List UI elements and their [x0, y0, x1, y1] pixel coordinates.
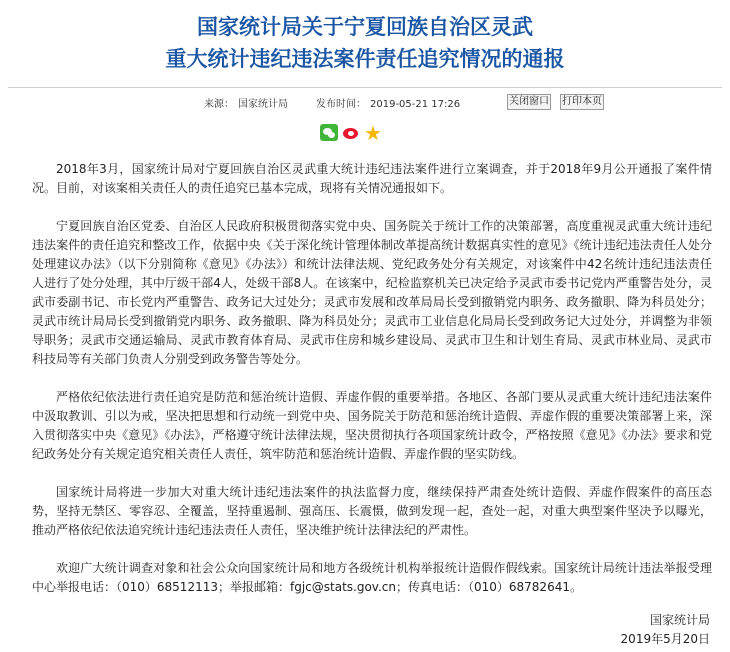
wechat-icon[interactable] [320, 124, 338, 141]
paragraph-3: 严格依纪依法进行责任追究是防范和惩治统计造假、弄虚作假的重要举措。各地区、各部门要从灵武重大统计违纪违法案件中汲取教训、引以为戒，坚决把思想和行动统一到党中央、国务院关于防范和惩治统计造假、弄虚作假的重要决策部署上来，深入贯彻落实中央《意见》《办法》，严格遵守统计法律法规，坚决贯彻执行各项国家统计政令，严格按照《意见》《办法》要求和党纪政务处分有关规定追究相关责任人责任，筑牢防范和惩治统计造假、弄虚作假的坚实防线。 [32, 390, 712, 461]
close-window-button[interactable]: 关闭窗口 [507, 94, 551, 110]
signature-date: 2019年5月20日 [620, 632, 710, 646]
date-value: 2019-05-21 17:26 [370, 99, 461, 110]
title-divider [8, 87, 722, 88]
print-page-button[interactable]: 打印本页 [560, 94, 604, 110]
paragraph-1: 2018年3月，国家统计局对宁夏回族自治区灵武重大统计违纪违法案件进行立案调查，并于2018年9月公开通报了案件情况。目前，对该案相关责任人的责任追究已基本完成，现将有关情况通报如下。 [32, 162, 712, 195]
source-label: 来源： [204, 99, 234, 110]
paragraph-2: 宁夏回族自治区党委、自治区人民政府积极贯彻落实党中央、国务院关于统计工作的决策部署，高度重视灵武重大统计违纪违法案件的责任追究和整改工作，依据中央《关于深化统计管理体制改革提高统计数据真实性的意见》《统计违纪违法责任人处分处理建议办法》（以下分别简称《意见》《办法》）和统计法律法规、党纪政务处分有关规定，对该案件中42名统计违纪违法责任人进行了处分处理，其中厅级干部4人，处级干部8人。在该案中，纪检监察机关已决定给予灵武市委书记党内严重警告处分，灵武市委副书记、市长党内严重警告、政务记大过处分；灵武市发展和改革局局长受到撤销党内职务、政务撤职、降为科员处分；灵武市统计局局长受到撤销党内职务、政务撤职、降为科员处分；灵武市工业信息化局局长受到政务记大过处分，并调整为非领导职务；灵武市交通运输局、灵武市教育体育局、灵武市住房和城乡建设局、灵武市卫生和计划生育局、灵武市林业局、灵武市科技局等有关部门负责人分别受到政务警告等处分。 [32, 219, 712, 366]
share-bar [320, 124, 382, 141]
signature-org: 国家统计局 [649, 613, 710, 627]
article-body [32, 160, 712, 616]
title-line-2: 重大统计违纪违法案件责任追究情况的通报 [165, 47, 565, 71]
title-line-1: 国家统计局关于宁夏回族自治区灵武 [197, 15, 533, 39]
paragraph-5: 欢迎广大统计调查对象和社会公众向国家统计局和地方各级统计机构举报统计造假作假线索。国家统计局统计违法举报受理中心举报电话：（010）68512113；举报邮箱：fgjc@stats.gov.cn；传真电话：（010）68782641。 [32, 561, 712, 594]
weibo-icon[interactable] [342, 124, 360, 141]
signature-block [621, 611, 710, 649]
source-value: 国家统计局 [238, 99, 288, 110]
article-meta [204, 95, 460, 110]
date-label: 发布时间： [316, 99, 366, 110]
qzone-icon[interactable] [364, 124, 382, 141]
paragraph-4: 国家统计局将进一步加大对重大统计违纪违法案件的执法监督力度，继续保持严肃查处统计造假、弄虚作假案件的高压态势，坚持无禁区、零容忍、全覆盖，坚持重遏制、强高压、长震慑，做到发现一起，查处一起，对重大典型案件坚决予以曝光，推动严格依纪依法追究统计违纪违法责任人责任，坚决维护统计法律法纪的严肃性。 [32, 485, 712, 537]
